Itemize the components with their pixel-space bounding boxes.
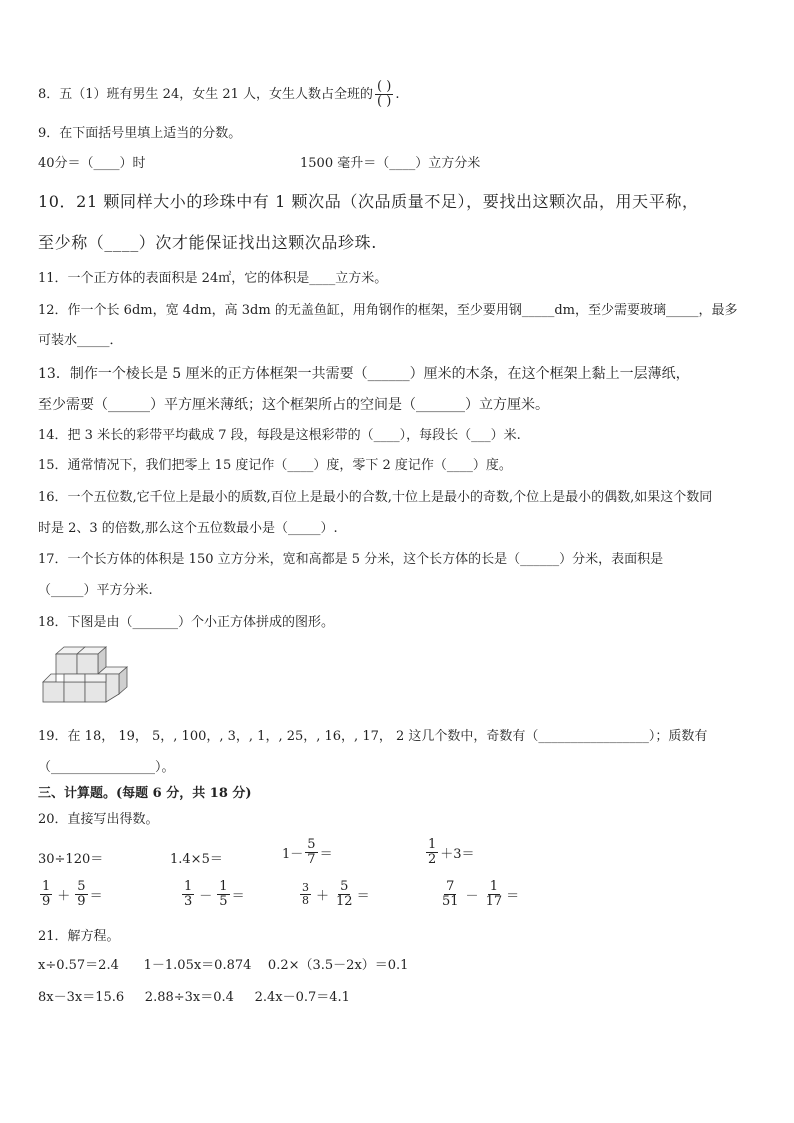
q20-expr-2-text: 1.4×5＝ xyxy=(170,852,223,867)
q20-expr-4-num: 1 xyxy=(428,837,437,852)
q20-expr-3-num: 5 xyxy=(307,837,316,852)
question-19-line-1: 19．在 18， 19， 5，, 100，, 3，, 1，, 25，, 16，, 17， 2 这几个数中，奇数有（_________________）；质数有 xyxy=(38,729,708,744)
question-13-line-1: 13．制作一个棱长是 5 厘米的正方体框架一共需要（______）厘米的木条，在这个框架上黏上一层薄纸， xyxy=(38,366,690,382)
q20-expr-3-pre: 1－ xyxy=(282,847,304,863)
q20-expr-7-frac-b xyxy=(334,880,355,910)
question-12-line-2: 可装水_____． xyxy=(38,333,123,348)
q20-expr-5-frac-b xyxy=(75,880,87,910)
q20-expr-5-n1: 1 xyxy=(42,879,51,894)
q20-expr-5-n2: 5 xyxy=(77,879,86,894)
q20-expr-7-d2: 12 xyxy=(336,894,353,910)
q20-expr-8-frac-b xyxy=(484,880,505,910)
q20-expr-6-d2: 5 xyxy=(219,894,228,910)
q8-end: . xyxy=(395,87,400,102)
q9-item-a: 40分＝（____）时 xyxy=(38,156,146,171)
q20-expr-7-n2: 5 xyxy=(340,879,349,894)
q20-expr-6-post: ＝ xyxy=(231,889,245,905)
q20-expr-3-den: 7 xyxy=(307,852,316,868)
q8-numerator: ( ) xyxy=(377,79,392,94)
q20-expr-7-op: ＋ xyxy=(316,889,330,905)
q21-equations-line-2: 8x－3x＝15.6 2.88÷3x＝0.4 2.4x－0.7＝4.1 xyxy=(38,990,350,1005)
q20-expr-4 xyxy=(424,838,475,868)
q20-expr-5-op: ＋ xyxy=(57,889,71,905)
q20-expr-8-d2: 17 xyxy=(485,894,503,910)
q20-expr-8-d1: 51 xyxy=(442,894,459,910)
q21-equations-line-1: x÷0.57＝2.4 1－1.05x＝0.874 0.2×（3.5－2x）＝0.1 xyxy=(38,958,409,973)
question-20: 20．直接写出得数。 xyxy=(38,812,159,827)
question-12-line-1: 12．作一个长 6dm，宽 4dm，高 3dm 的无盖鱼缸，用角钢作的框架，至少要用钢_____dm，至少需要玻璃_____，最多 xyxy=(38,303,738,318)
q20-expr-7-post: ＝ xyxy=(356,889,370,905)
q20-expr-4-post: ＋3＝ xyxy=(440,847,475,863)
q20-expr-7 xyxy=(298,880,370,910)
q20-expr-4-den: 2 xyxy=(428,852,437,868)
q20-expr-2 xyxy=(170,848,223,867)
question-15: 15．通常情况下，我们把零上 15 度记作（____）度，零下 2 度记作（____）度。 xyxy=(38,458,512,473)
q20-expr-7-n1: 3 xyxy=(302,881,309,895)
question-17-line-2: （_____）平方分米. xyxy=(38,583,153,598)
q20-expr-8-op: － xyxy=(465,889,479,905)
q20-expr-6-n2: 1 xyxy=(219,879,228,894)
q20-expr-5-frac-a xyxy=(40,880,52,910)
q20-expr-5 xyxy=(38,880,103,910)
q20-expr-8-post: ＝ xyxy=(506,889,520,905)
question-14: 14．把 3 米长的彩带平均截成 7 段，每段是这根彩带的（____），每段长（___）米. xyxy=(38,428,521,443)
q20-expr-5-d1: 9 xyxy=(42,894,51,910)
question-16-line-1: 16．一个五位数,它千位上是最小的质数,百位上是最小的合数,十位上是最小的奇数,个位上是最小的偶数,如果这个数同 xyxy=(38,490,713,505)
question-16-line-2: 时是 2、3 的倍数,那么这个五位数最小是（_____）. xyxy=(38,521,338,536)
q20-expr-6-frac-a xyxy=(182,880,194,910)
question-10-line-1: 10．21 颗同样大小的珍珠中有 1 颗次品（次品质量不足），要找出这颗次品，用天平称， xyxy=(38,192,699,211)
q20-expr-4-fraction xyxy=(426,838,438,868)
q20-expr-8-n2: 1 xyxy=(489,879,498,894)
q20-expr-8 xyxy=(438,880,519,910)
question-11: 11．一个正方体的表面积是 24㎡，它的体积是____立方米。 xyxy=(38,271,388,286)
question-8 xyxy=(38,80,399,110)
q20-expr-5-d2: 9 xyxy=(77,894,86,910)
q8-text: 8．五（1）班有男生 24，女生 21 人，女生人数占全班的 xyxy=(38,87,374,102)
q20-expr-8-frac-a xyxy=(440,880,461,910)
question-10-line-2: 至少称（____）次才能保证找出这颗次品珍珠. xyxy=(38,233,377,252)
q20-expr-5-post: ＝ xyxy=(89,889,103,905)
q20-expr-8-n1: 7 xyxy=(446,879,455,894)
q20-expr-6-d1: 3 xyxy=(184,894,193,910)
question-19-line-2: （________________）。 xyxy=(38,760,175,775)
q20-expr-6-op: － xyxy=(199,889,213,905)
q20-expr-7-d1: 8 xyxy=(302,894,309,908)
cube-stack xyxy=(43,647,127,702)
q20-expr-7-frac-a xyxy=(300,882,311,907)
q20-expr-3-fraction xyxy=(305,838,317,868)
q20-expr-6 xyxy=(180,880,245,910)
section-3-heading: 三、计算题。(每题 6 分，共 18 分) xyxy=(38,786,252,801)
question-18: 18．下图是由（_______）个小正方体拼成的图形。 xyxy=(38,615,335,630)
q8-denominator: ( ) xyxy=(377,94,392,110)
q9-item-b: 1500 毫升＝（____）立方分米 xyxy=(300,156,481,171)
question-9: 9．在下面括号里填上适当的分数。 xyxy=(38,126,242,141)
question-21: 21．解方程。 xyxy=(38,929,120,944)
q20-expr-1-text: 30÷120＝ xyxy=(38,852,104,867)
q20-expr-3 xyxy=(282,838,333,868)
question-17-line-1: 17．一个长方体的体积是 150 立方分米，宽和高都是 5 分米，这个长方体的长是（______）分米，表面积是 xyxy=(38,552,664,567)
q20-expr-3-post: ＝ xyxy=(319,847,333,863)
q8-fraction-blank xyxy=(375,80,393,110)
question-13-line-2: 至少需要（______）平方厘米薄纸；这个框架所占的空间是（_______）立方厘米。 xyxy=(38,397,549,413)
cubes-figure xyxy=(42,644,134,706)
q20-expr-1 xyxy=(38,848,103,867)
q20-expr-6-frac-b xyxy=(217,880,229,910)
q20-expr-6-n1: 1 xyxy=(184,879,193,894)
